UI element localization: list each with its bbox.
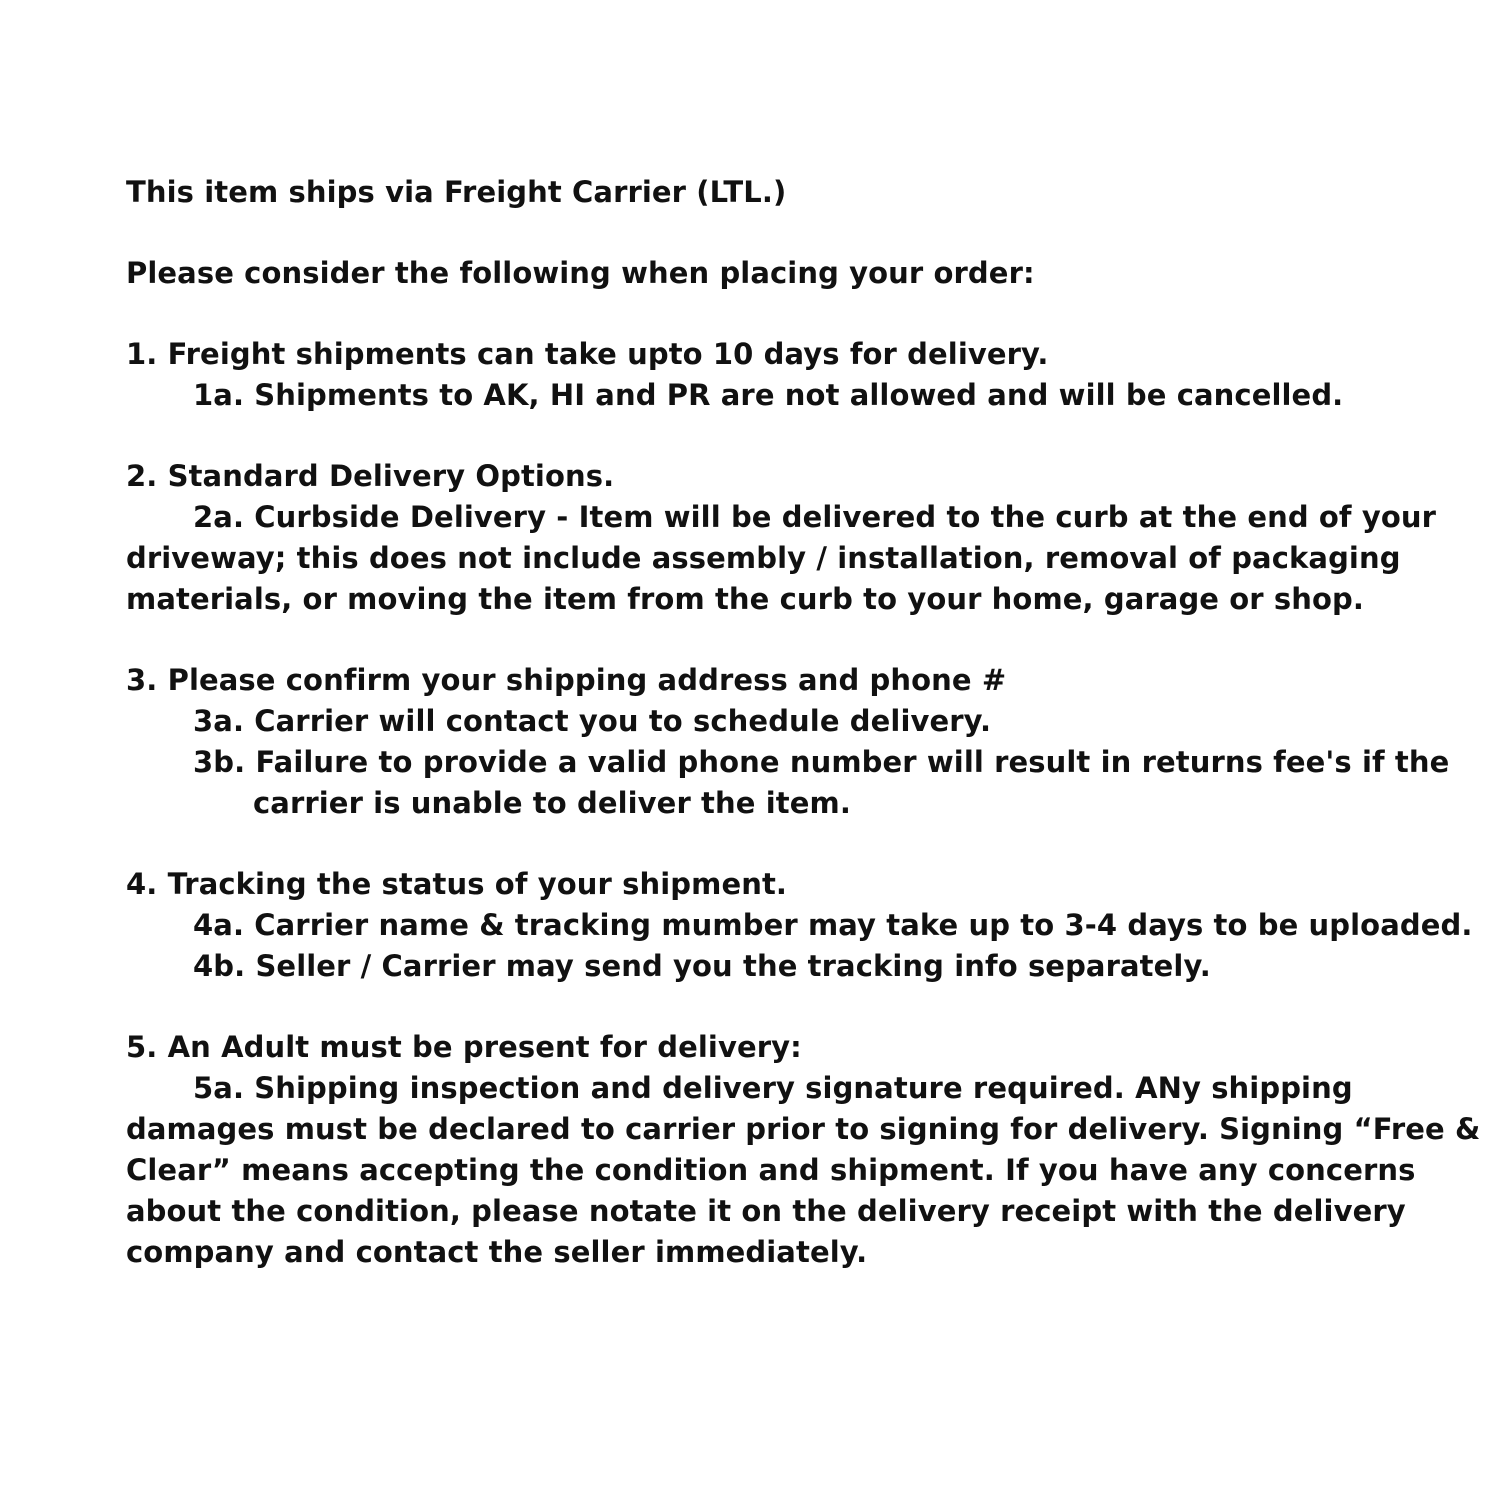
section-2a-line-2: driveway; this does not include assembly / installation, removal of packaging bbox=[126, 541, 1401, 575]
intro-line-consider: Please consider the following when placing your order: bbox=[126, 256, 1035, 290]
section-5a-line-2: damages must be declared to carrier prior to signing for delivery. Signing “Free & bbox=[126, 1112, 1481, 1146]
section-1-title: 1. Freight shipments can take upto 10 days for delivery. bbox=[126, 337, 1049, 371]
section-2a-line-1: 2a. Curbside Delivery - Item will be delivered to the curb at the end of your bbox=[193, 500, 1437, 534]
section-5 bbox=[126, 1027, 1481, 1273]
section-5a-line-5: company and contact the seller immediately. bbox=[126, 1235, 868, 1269]
section-3 bbox=[126, 660, 1466, 824]
section-5a-line-3: Clear” means accepting the condition and shipment. If you have any concerns bbox=[126, 1153, 1416, 1187]
section-2-title: 2. Standard Delivery Options. bbox=[126, 459, 615, 493]
spacer bbox=[126, 620, 1466, 660]
intro-line-carrier: This item ships via Freight Carrier (LTL.) bbox=[126, 175, 787, 209]
section-4-title: 4. Tracking the status of your shipment. bbox=[126, 867, 788, 901]
section-1 bbox=[126, 334, 1466, 416]
section-4 bbox=[126, 864, 1473, 987]
section-4a: 4a. Carrier name & tracking mumber may take up to 3-4 days to be uploaded. bbox=[193, 908, 1473, 942]
section-5a-line-1: 5a. Shipping inspection and delivery signature required. ANy shipping bbox=[193, 1071, 1353, 1105]
section-3b-line-1: 3b. Failure to provide a valid phone number will result in returns fee's if the bbox=[193, 745, 1450, 779]
section-5a-line-4: about the condition, please notate it on the delivery receipt with the delivery bbox=[126, 1194, 1406, 1228]
section-3a: 3a. Carrier will contact you to schedule delivery. bbox=[193, 704, 992, 738]
section-1a: 1a. Shipments to AK, HI and PR are not allowed and will be cancelled. bbox=[193, 378, 1344, 412]
section-2a-line-3: materials, or moving the item from the curb to your home, garage or shop. bbox=[126, 582, 1365, 616]
spacer bbox=[126, 213, 1466, 253]
spacer bbox=[126, 416, 1466, 456]
shipping-info-document bbox=[126, 172, 1481, 1273]
spacer bbox=[126, 294, 1466, 334]
spacer bbox=[126, 987, 1466, 1027]
section-3-title: 3. Please confirm your shipping address and phone # bbox=[126, 663, 1007, 697]
section-4b: 4b. Seller / Carrier may send you the tracking info separately. bbox=[193, 949, 1211, 983]
section-2 bbox=[126, 456, 1466, 620]
spacer bbox=[126, 824, 1466, 864]
section-5-title: 5. An Adult must be present for delivery: bbox=[126, 1030, 802, 1064]
section-3b-line-2: carrier is unable to deliver the item. bbox=[253, 786, 851, 820]
